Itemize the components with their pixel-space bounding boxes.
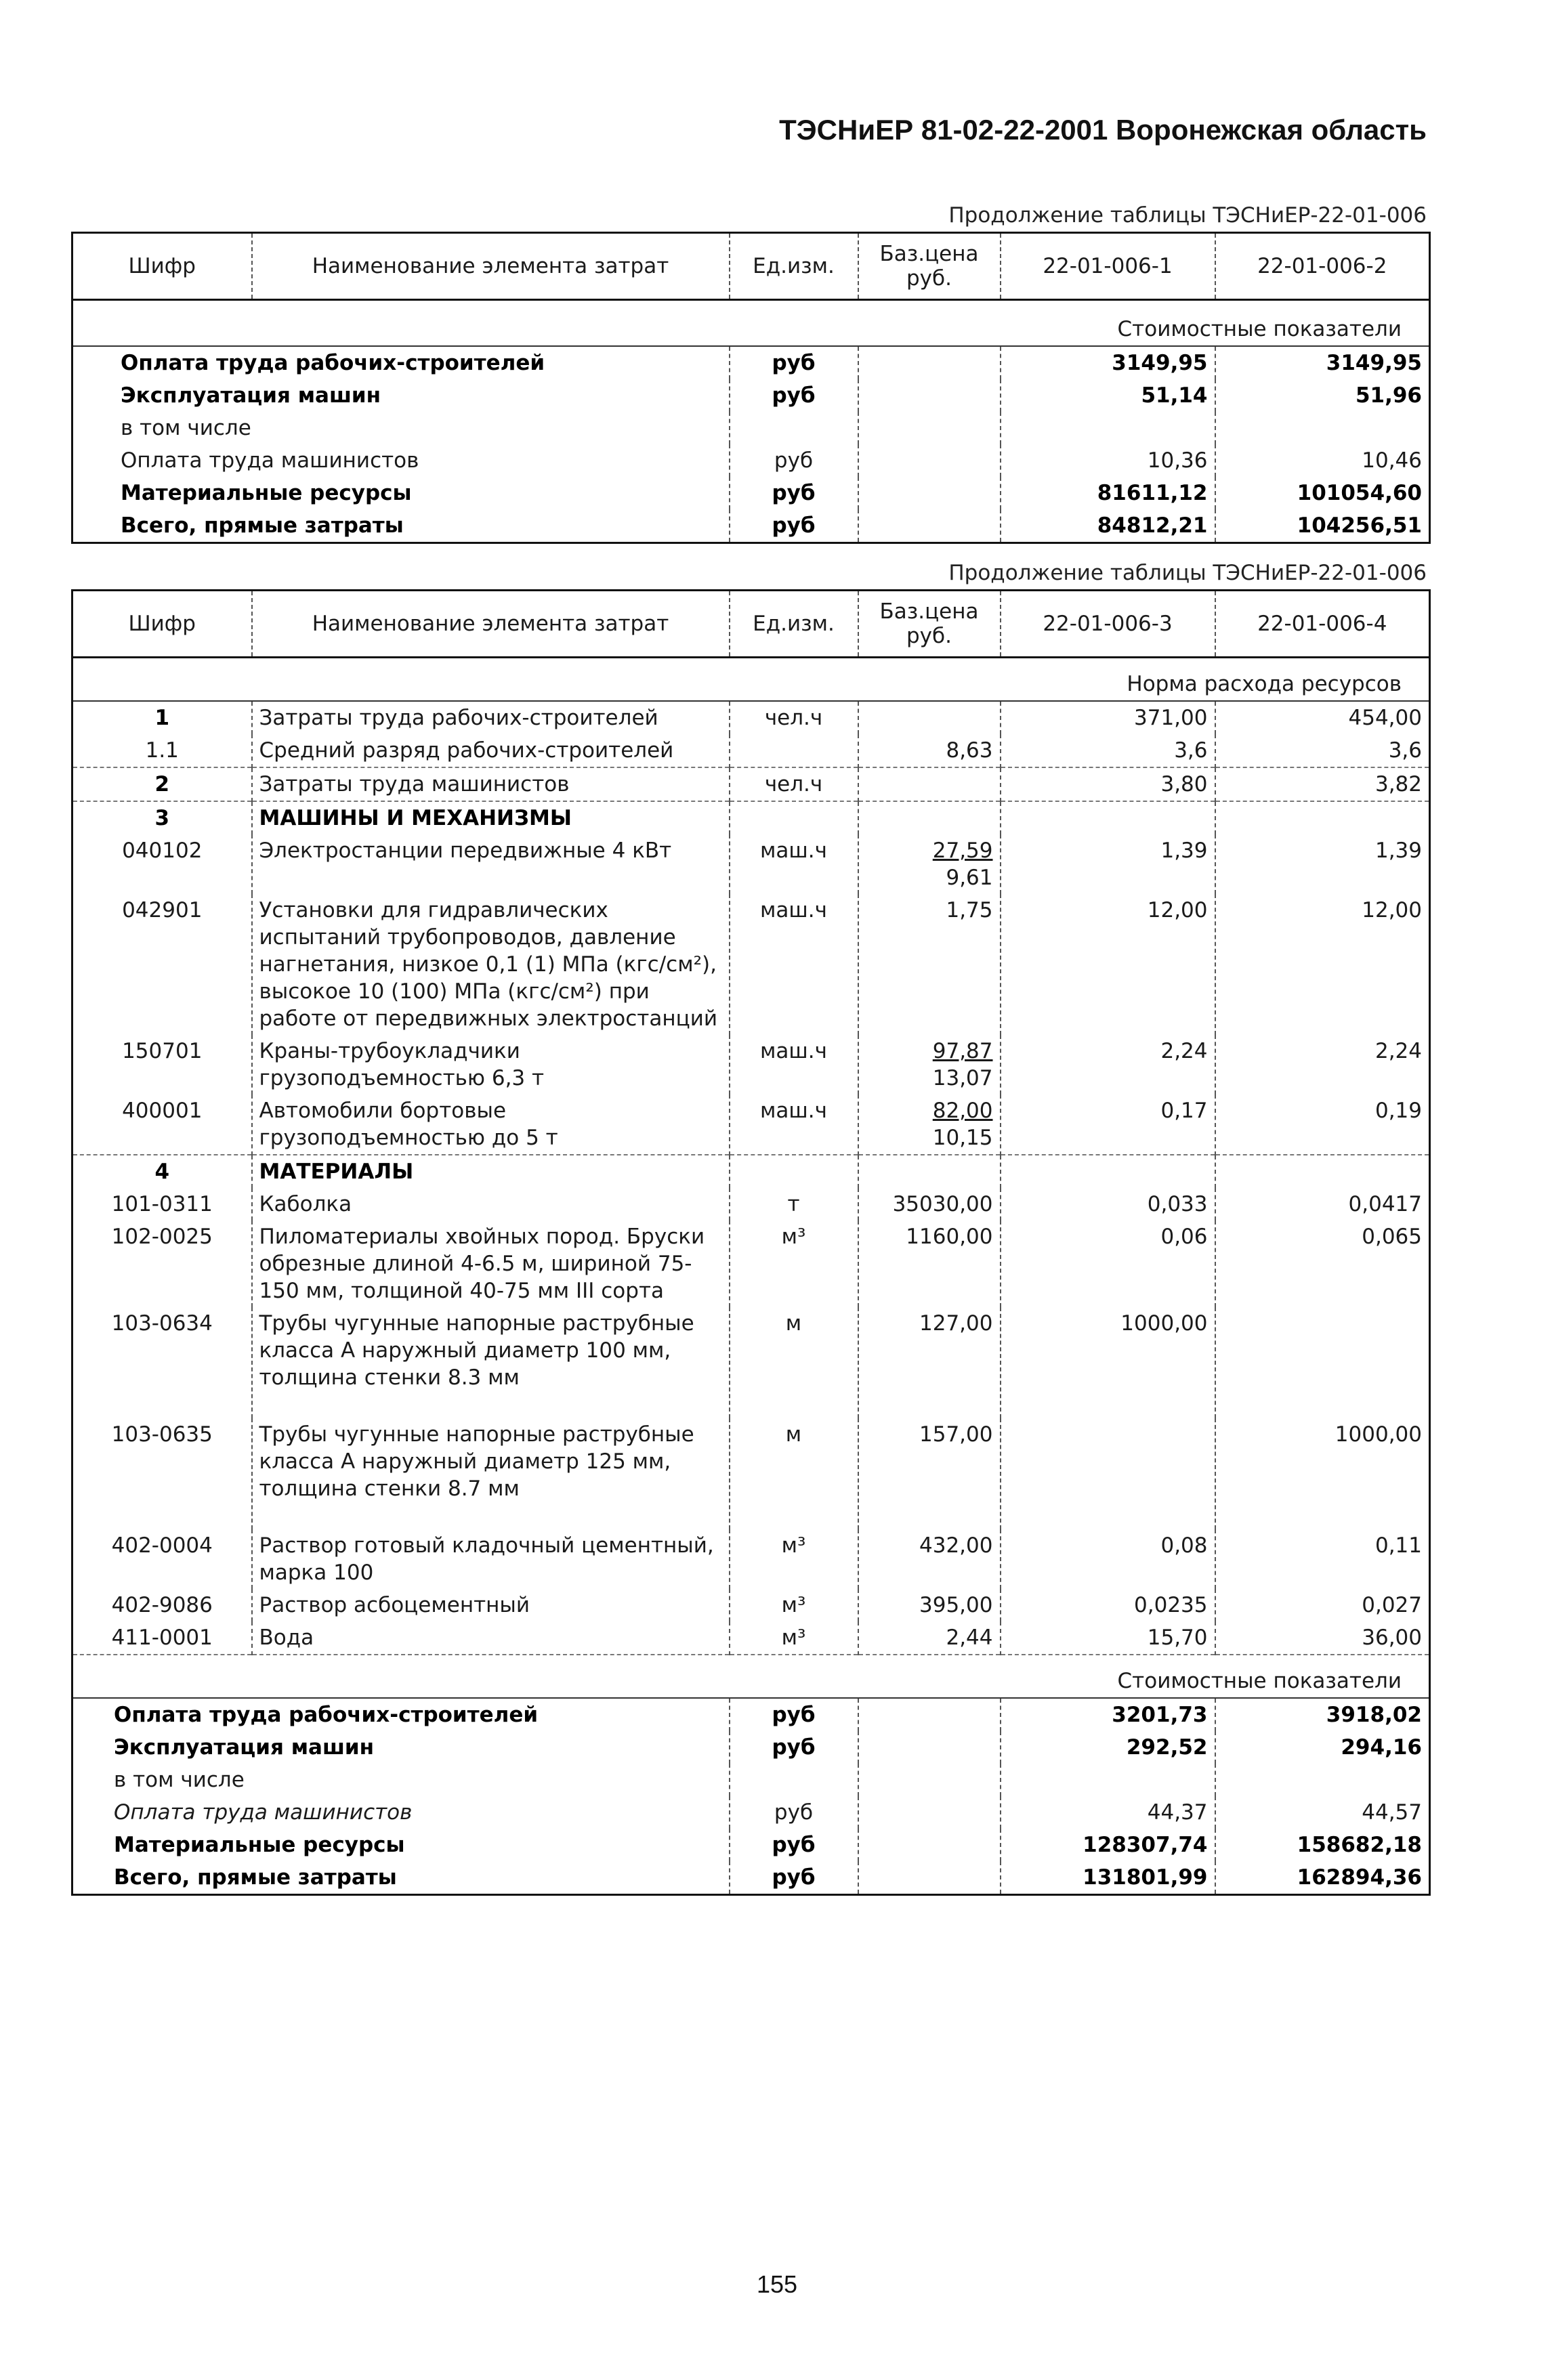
row-unit: руб <box>730 346 858 379</box>
row-code: 411-0001 <box>72 1621 252 1655</box>
row-a: 12,00 <box>1001 894 1215 1035</box>
row-unit: руб <box>730 1731 858 1764</box>
row-unit: т <box>730 1188 858 1220</box>
band-label: Стоимостные показатели <box>72 300 1430 347</box>
row-b <box>1215 1764 1430 1796</box>
table-row <box>72 1829 1430 1861</box>
price-main: 27,59 <box>932 838 993 863</box>
row-price <box>858 509 1001 543</box>
row-unit <box>730 1155 858 1188</box>
row-price: 2,44 <box>858 1621 1001 1655</box>
row-unit: руб <box>730 1861 858 1895</box>
row-name: МАТЕРИАЛЫ <box>252 1155 730 1188</box>
table-row <box>72 894 1430 1035</box>
row-code: 3 <box>72 801 252 834</box>
row-b <box>1215 1307 1430 1418</box>
row-b: 10,46 <box>1215 444 1430 477</box>
col-b-header: 22-01-006-2 <box>1215 233 1430 300</box>
row-name: Электростанции передвижные 4 кВт <box>252 834 730 894</box>
row-name: Трубы чугунные напорные раструбные класса А наружный диаметр 125 мм, толщина стенки 8.7 мм <box>252 1418 730 1529</box>
table1-band-row <box>72 300 1430 347</box>
row-code: 040102 <box>72 834 252 894</box>
table2 <box>71 589 1431 1896</box>
row-name: Трубы чугунные напорные раструбные класса А наружный диаметр 100 мм, толщина стенки 8.3 мм <box>252 1307 730 1418</box>
table-row <box>72 1796 1430 1829</box>
row-code: 402-0004 <box>72 1529 252 1589</box>
row-a: 371,00 <box>1001 701 1215 734</box>
row-unit: руб <box>730 1796 858 1829</box>
row-a: 3,6 <box>1001 734 1215 767</box>
row-name: Эксплуатация машин <box>72 379 730 412</box>
row-name: Оплата труда машинистов <box>72 444 730 477</box>
table-row <box>72 801 1430 834</box>
row-b: 3918,02 <box>1215 1698 1430 1731</box>
row-name: в том числе <box>72 1764 730 1796</box>
row-unit: м <box>730 1418 858 1529</box>
row-name: Всего, прямые затраты <box>72 509 730 543</box>
price-wage: 9,61 <box>946 866 993 890</box>
table-row <box>72 1764 1430 1796</box>
col-code-header: Шифр <box>72 233 252 300</box>
row-a: 292,52 <box>1001 1731 1215 1764</box>
row-a <box>1001 1155 1215 1188</box>
row-code: 4 <box>72 1155 252 1188</box>
row-unit: м³ <box>730 1589 858 1621</box>
row-a: 44,37 <box>1001 1796 1215 1829</box>
row-a: 0,17 <box>1001 1095 1215 1155</box>
row-a: 3201,73 <box>1001 1698 1215 1731</box>
page-number: 155 <box>756 2270 798 2298</box>
table-row <box>72 1621 1430 1655</box>
band-label: Стоимостные показатели <box>72 1655 1430 1698</box>
row-name: Раствор асбоцементный <box>252 1589 730 1621</box>
row-name: МАШИНЫ И МЕХАНИЗМЫ <box>252 801 730 834</box>
row-price <box>858 1764 1001 1796</box>
table-row <box>72 1418 1430 1529</box>
row-unit: руб <box>730 477 858 509</box>
row-price <box>858 477 1001 509</box>
row-price: 395,00 <box>858 1589 1001 1621</box>
row-name: Материальные ресурсы <box>72 477 730 509</box>
row-code: 2 <box>72 767 252 801</box>
col-a-header: 22-01-006-1 <box>1001 233 1215 300</box>
row-name: Средний разряд рабочих-строителей <box>252 734 730 767</box>
row-code: 042901 <box>72 894 252 1035</box>
row-b: 3149,95 <box>1215 346 1430 379</box>
row-price <box>858 379 1001 412</box>
row-unit: руб <box>730 1829 858 1861</box>
row-unit: м³ <box>730 1529 858 1589</box>
table-row <box>72 701 1430 734</box>
row-b <box>1215 801 1430 834</box>
table1 <box>71 232 1431 544</box>
row-a: 0,06 <box>1001 1220 1215 1307</box>
table2-norm-band <box>72 658 1430 702</box>
row-price: 432,00 <box>858 1529 1001 1589</box>
row-price <box>858 1035 1001 1095</box>
table-row <box>72 346 1430 379</box>
row-a <box>1001 801 1215 834</box>
row-b: 1,39 <box>1215 834 1430 894</box>
row-a: 131801,99 <box>1001 1861 1215 1895</box>
col-name-header: Наименование элемента затрат <box>252 233 730 300</box>
row-name: Эксплуатация машин <box>72 1731 730 1764</box>
row-a: 0,0235 <box>1001 1589 1215 1621</box>
row-price <box>858 1796 1001 1829</box>
price-wage: 13,07 <box>932 1066 993 1090</box>
row-name: Материальные ресурсы <box>72 1829 730 1861</box>
table-row <box>72 412 1430 444</box>
row-name: Затраты труда рабочих-строителей <box>252 701 730 734</box>
row-b: 12,00 <box>1215 894 1430 1035</box>
row-b: 3,6 <box>1215 734 1430 767</box>
row-price: 8,63 <box>858 734 1001 767</box>
table-row <box>72 1188 1430 1220</box>
row-b: 104256,51 <box>1215 509 1430 543</box>
table-row <box>72 1155 1430 1188</box>
row-name: Оплата труда машинистов <box>72 1796 730 1829</box>
row-name: Автомобили бортовые грузоподъемностью до 5 т <box>252 1095 730 1155</box>
table-row <box>72 477 1430 509</box>
page-header: ТЭСНиЕР 81-02-22-2001 Воронежская область <box>779 114 1427 146</box>
row-name: Краны-трубоукладчики грузоподъемностью 6,3 т <box>252 1035 730 1095</box>
row-a: 0,033 <box>1001 1188 1215 1220</box>
row-b: 0,027 <box>1215 1589 1430 1621</box>
row-price: 35030,00 <box>858 1188 1001 1220</box>
row-a: 0,08 <box>1001 1529 1215 1589</box>
row-a <box>1001 412 1215 444</box>
table-row <box>72 1529 1430 1589</box>
col-unit-header: Ед.изм. <box>730 591 858 658</box>
row-name: Оплата труда рабочих-строителей <box>72 1698 730 1731</box>
row-price: 157,00 <box>858 1418 1001 1529</box>
row-a: 1000,00 <box>1001 1307 1215 1418</box>
row-name: Затраты труда машинистов <box>252 767 730 801</box>
row-price <box>858 1829 1001 1861</box>
row-name: в том числе <box>72 412 730 444</box>
row-price: 127,00 <box>858 1307 1001 1418</box>
row-b <box>1215 1155 1430 1188</box>
row-unit: м³ <box>730 1621 858 1655</box>
row-unit <box>730 734 858 767</box>
row-price <box>858 1155 1001 1188</box>
row-unit: руб <box>730 379 858 412</box>
col-name-header: Наименование элемента затрат <box>252 591 730 658</box>
row-b: 162894,36 <box>1215 1861 1430 1895</box>
row-b: 0,11 <box>1215 1529 1430 1589</box>
row-b: 454,00 <box>1215 701 1430 734</box>
row-b: 36,00 <box>1215 1621 1430 1655</box>
row-a <box>1001 1418 1215 1529</box>
row-unit: руб <box>730 1698 858 1731</box>
table-row <box>72 1095 1430 1155</box>
table2-cost-band <box>72 1655 1430 1698</box>
row-a: 15,70 <box>1001 1621 1215 1655</box>
row-a: 2,24 <box>1001 1035 1215 1095</box>
row-name: Установки для гидравлических испытаний трубопроводов, давление нагнетания, низкое 0,1 (1) МПа (кгс/см²), высокое 10 (100) МПа (кгс/см²) при работе от передвижных электростанций <box>252 894 730 1035</box>
table-row <box>72 509 1430 543</box>
col-price-header: Баз.цена руб. <box>858 591 1001 658</box>
table-row <box>72 834 1430 894</box>
row-a: 1,39 <box>1001 834 1215 894</box>
row-a: 51,14 <box>1001 379 1215 412</box>
row-unit: руб <box>730 509 858 543</box>
row-price <box>858 412 1001 444</box>
row-b: 0,19 <box>1215 1095 1430 1155</box>
row-b: 44,57 <box>1215 1796 1430 1829</box>
row-price <box>858 801 1001 834</box>
row-code: 101-0311 <box>72 1188 252 1220</box>
row-a: 3149,95 <box>1001 346 1215 379</box>
row-a: 10,36 <box>1001 444 1215 477</box>
row-a: 3,80 <box>1001 767 1215 801</box>
table1-caption: Продолжение таблицы ТЭСНиЕР-22-01-006 <box>948 203 1427 228</box>
row-b: 294,16 <box>1215 1731 1430 1764</box>
table-row <box>72 444 1430 477</box>
table2-header-row <box>72 591 1430 658</box>
row-price <box>858 1731 1001 1764</box>
table-row <box>72 1698 1430 1731</box>
row-unit: руб <box>730 444 858 477</box>
row-unit: чел.ч <box>730 701 858 734</box>
row-unit: чел.ч <box>730 767 858 801</box>
row-b: 101054,60 <box>1215 477 1430 509</box>
row-name: Пиломатериалы хвойных пород. Бруски обрезные длиной 4-6.5 м, шириной 75-150 мм, толщиной 40-75 мм III сорта <box>252 1220 730 1307</box>
table-row <box>72 1220 1430 1307</box>
row-price <box>858 1698 1001 1731</box>
row-unit: маш.ч <box>730 834 858 894</box>
row-price: 1,75 <box>858 894 1001 1035</box>
row-code: 150701 <box>72 1035 252 1095</box>
row-unit: м³ <box>730 1220 858 1307</box>
row-unit <box>730 412 858 444</box>
row-unit: маш.ч <box>730 1095 858 1155</box>
row-code: 1.1 <box>72 734 252 767</box>
row-a <box>1001 1764 1215 1796</box>
row-b: 158682,18 <box>1215 1829 1430 1861</box>
table-row <box>72 767 1430 801</box>
row-a: 81611,12 <box>1001 477 1215 509</box>
row-code: 400001 <box>72 1095 252 1155</box>
row-b: 1000,00 <box>1215 1418 1430 1529</box>
table-row <box>72 1307 1430 1418</box>
table-row <box>72 1861 1430 1895</box>
col-code-header: Шифр <box>72 591 252 658</box>
table-row <box>72 1589 1430 1621</box>
band-label: Норма расхода ресурсов <box>72 658 1430 702</box>
row-price <box>858 1095 1001 1155</box>
table-row <box>72 734 1430 767</box>
row-price: 1160,00 <box>858 1220 1001 1307</box>
table-row <box>72 379 1430 412</box>
row-b: 51,96 <box>1215 379 1430 412</box>
row-unit <box>730 1764 858 1796</box>
row-unit <box>730 801 858 834</box>
row-name: Всего, прямые затраты <box>72 1861 730 1895</box>
row-name: Раствор готовый кладочный цементный, марка 100 <box>252 1529 730 1589</box>
col-unit-header: Ед.изм. <box>730 233 858 300</box>
row-price <box>858 834 1001 894</box>
price-main: 82,00 <box>932 1099 993 1123</box>
price-wage: 10,15 <box>932 1126 993 1150</box>
row-code: 102-0025 <box>72 1220 252 1307</box>
row-code: 402-9086 <box>72 1589 252 1621</box>
row-price <box>858 1861 1001 1895</box>
row-b: 0,065 <box>1215 1220 1430 1307</box>
row-unit: маш.ч <box>730 1035 858 1095</box>
row-a: 84812,21 <box>1001 509 1215 543</box>
row-price <box>858 767 1001 801</box>
table2-caption: Продолжение таблицы ТЭСНиЕР-22-01-006 <box>948 561 1427 585</box>
table1-header-row <box>72 233 1430 300</box>
row-price <box>858 346 1001 379</box>
row-b: 0,0417 <box>1215 1188 1430 1220</box>
row-code: 103-0634 <box>72 1307 252 1418</box>
price-main: 97,87 <box>932 1039 993 1063</box>
row-name: Оплата труда рабочих-строителей <box>72 346 730 379</box>
table-row <box>72 1731 1430 1764</box>
row-b: 3,82 <box>1215 767 1430 801</box>
row-price <box>858 444 1001 477</box>
row-unit: маш.ч <box>730 894 858 1035</box>
row-code: 1 <box>72 701 252 734</box>
row-a: 128307,74 <box>1001 1829 1215 1861</box>
row-unit: м <box>730 1307 858 1418</box>
row-price <box>858 701 1001 734</box>
col-b-header: 22-01-006-4 <box>1215 591 1430 658</box>
col-price-header: Баз.цена руб. <box>858 233 1001 300</box>
row-b <box>1215 412 1430 444</box>
table-row <box>72 1035 1430 1095</box>
row-name: Вода <box>252 1621 730 1655</box>
row-name: Каболка <box>252 1188 730 1220</box>
row-code: 103-0635 <box>72 1418 252 1529</box>
row-b: 2,24 <box>1215 1035 1430 1095</box>
col-a-header: 22-01-006-3 <box>1001 591 1215 658</box>
